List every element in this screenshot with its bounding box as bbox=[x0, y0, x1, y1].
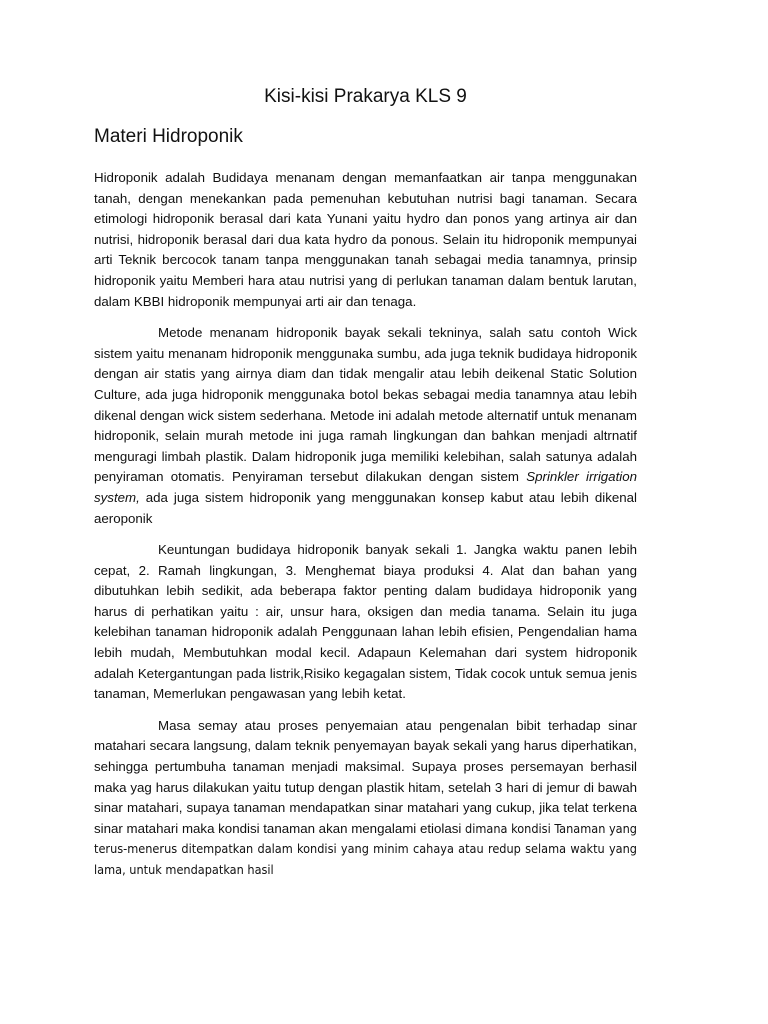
paragraph-2 bbox=[94, 323, 637, 529]
section-heading: Materi Hidroponik bbox=[94, 126, 243, 147]
paragraph-3: Keuntungan budidaya hidroponik banyak sekali 1. Jangka waktu panen lebih cepat, 2. Ramah lingkungan, 3. Menghemat biaya produksi 4. Alat dan bahan yang dibutuhkan lebih sedikit, ada beberapa faktor penting dalam budidaya hidroponik yang harus di perhatikan yaitu : air, unsur hara, oksigen dan media tanama. Selain itu juga kelebihan tanaman hidroponik adalah Penggunaan lahan lebih efisien, Pengendalian hama lebih mudah, Membutuhkan modal kecil. Adapaun Kelemahan dari system hidroponik adalah Ketergantungan pada listrik,Risiko kegagalan sistem, Tidak cocok untuk semua jenis tanaman, Memerlukan pengawasan yang lebih ketat. bbox=[94, 542, 637, 702]
paragraph-2-italic: Sprinkler irrigation system, bbox=[94, 469, 638, 505]
paragraph-4-text: Masa semay atau proses penyemaian atau pengenalan bibit terhadap sinar matahari secara langsung, dalam teknik penyemayan bayak sekali yang harus diperhatikan, sehingga pertumbuha tanaman menjadi maksimal. Supaya proses persemayan berhasil maka yag harus dilakukan yaitu tutup dengan plastik hitam, setelah 3 hari di jemur di bawah sinar matahari, supaya tanaman mendapatkan sinar matahari yang cukup, jika telat terkena sinar matahari maka kondisi tanaman akan mengalami etiolasi bbox=[94, 717, 637, 836]
paragraph-2-text: Metode menanam hidroponik bayak sekali tekninya, salah satu contoh Wick sistem yaitu menanam hidroponik menggunaka sumbu, ada juga teknik budidaya hidroponik dengan air statis yang airnya diam dan tidak mengalir atau lebih deikenal Static Solution Culture, ada juga hidroponik menggunaka botol bekas sebagai media tanamnya atau lebih dikenal dengan wick sistem sederhana. Metode ini adalah metode alternatif untuk menanam hidroponik, selain murah metode ini juga ramah lingkungan dan bahkan menjadi altrnatif menguragi limbah plastik. Dalam hidroponik juga memiliki kelebihan, salah satunya adalah penyiraman otomatis. Penyiraman tersebut dilakukan dengan sistem bbox=[94, 325, 637, 485]
paragraph-4 bbox=[94, 716, 637, 881]
paragraph-1: Hidroponik adalah Budidaya menanam dengan memanfaatkan air tanpa menggunakan tanah, dengan menekankan pada pemenuhan kebutuhan nutrisi bagi tanaman. Secara etimologi hidroponik berasal dari kata Yunani yaitu hydro dan ponos yang artinya air dan nutrisi, hidroponik berasal dari dua kata hydro da ponous. Selain itu hidroponik mempunyai arti Teknik bercocok tanam tanpa menggunakan tanah sebagai media tanamnya, prinsip hidroponik yaitu Memberi hara atau nutrisi yang di perlukan tanaman dalam bentuk larutan, dalam KBBI hidroponik mempunyai arti air dan tenaga. bbox=[94, 170, 637, 309]
paragraph-4-condensed: dimana kondisi Tanaman yang terus-menerus ditempatkan dalam kondisi yang minim cahaya atau redup selama waktu yang lama, untuk mendapatkan hasil bbox=[94, 820, 637, 877]
document-title: Kisi-kisi Prakarya KLS 9 bbox=[264, 86, 467, 107]
paragraph-2-end: ada juga sistem hidroponik yang menggunakan konsep kabut atau lebih dikenal aeroponik bbox=[94, 489, 637, 526]
